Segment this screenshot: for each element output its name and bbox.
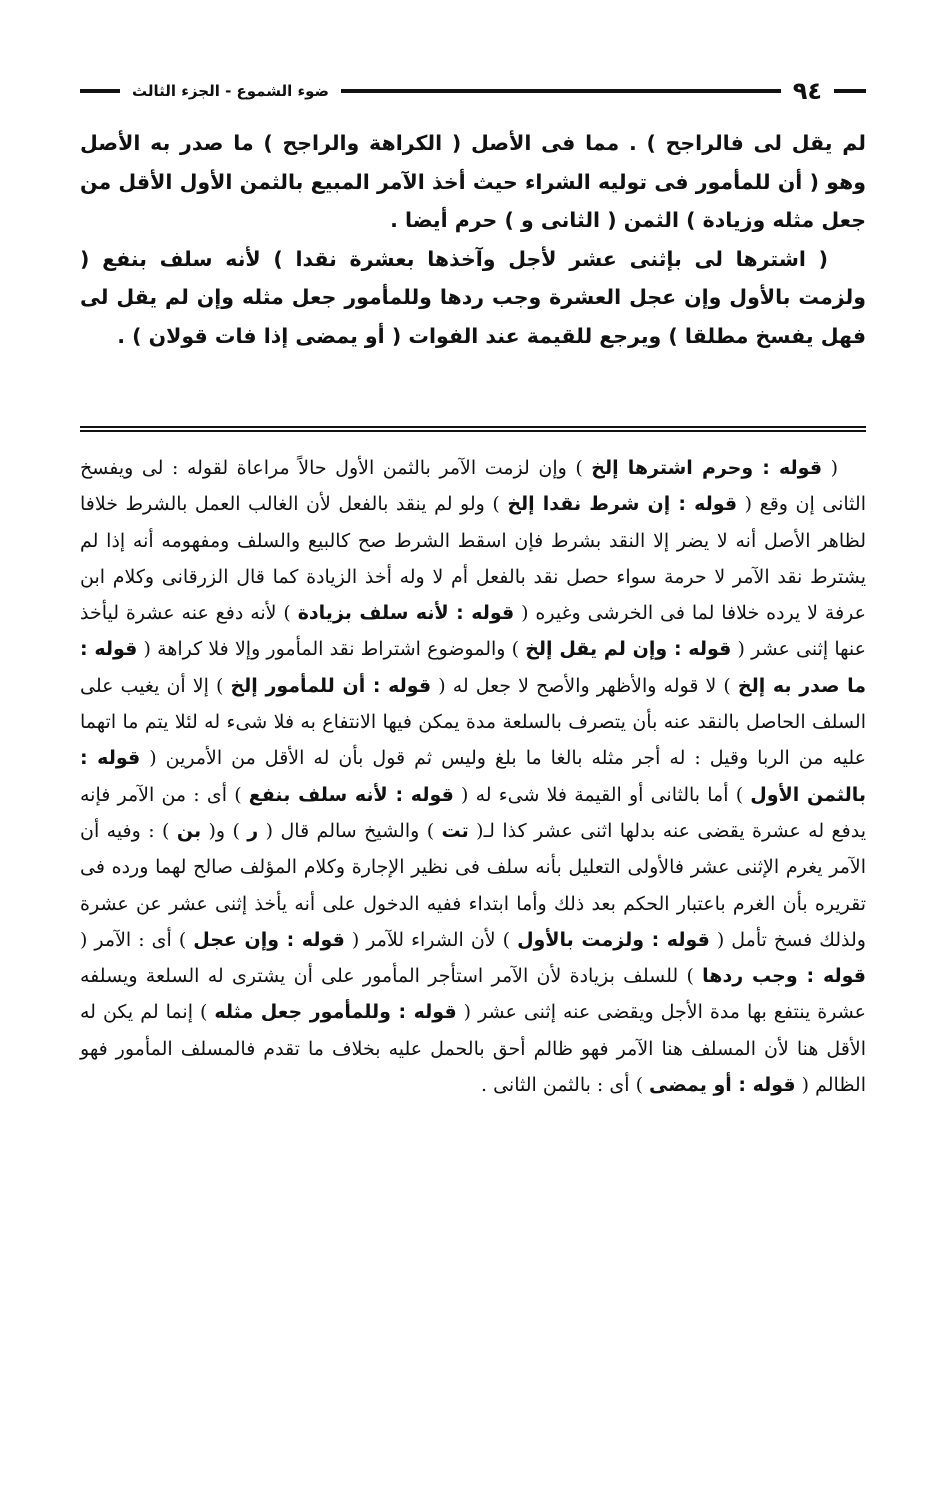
commentary-lemma: قوله : بالثمن الأول (80, 747, 866, 806)
commentary-run: ) لأنه دفع عنه عشرة ليأخذ عنها إثنى عشر ( (80, 602, 866, 661)
commentary-paragraph (80, 450, 866, 1103)
header-dash (834, 89, 866, 93)
commentary-lemma: قوله : أو يمضى (649, 1074, 796, 1097)
commentary-run: ) أى : من الآمر فإنه يدفع له عشرة يقضى عنه بدلها اثنى عشر كذا لـ( (80, 783, 866, 842)
commentary-run: ) لا قوله والأظهر والأصح لا جعل له ( (431, 674, 738, 697)
commentary-lemma: قوله : وحرم اشترها إلخ (591, 457, 823, 479)
commentary-text (80, 450, 866, 1103)
commentary-run: ) : وفيه أن الآمر يغرم الإثنى عشر فالأولى التعليل بأنه سلف فى نظير الإجارة وكلام المؤلف صالح لهما ورده فى تقريره بأن الغرم باعتبار الحكم بعد ذلك وأما ابتداء ففيه الدخول على أنه يأخذ إثنى عشر عن عشرة ولذلك فسخ تأمل ( (80, 819, 866, 951)
commentary-run: ) أى : الآمر ( (80, 928, 194, 951)
commentary-run: ) وإن لزمت الآمر بالثمن الأول حالاً مراعاة لقوله : لى ويفسخ الثانى إن وقع ( (80, 457, 866, 516)
commentary-run: ( (822, 457, 839, 479)
main-text-paragraph: ( اشترها لى بإثنى عشر لأجل وآخذها بعشرة نقدا ) لأنه سلف بنفع ( ولزمت بالأول وإن عجل العشرة وجب ردها وللمأمور جعل مثله وإن لم يقل لى فهل يفسخ مطلقا ) ويرجع للقيمة عند الفوات ( أو يمضى إذا فات قولان ) . (80, 246, 866, 348)
book-title: ضوء الشموع - الجزء الثالث (132, 82, 330, 100)
commentary-run: ) إنما لم يكن له الأقل هنا لأن المسلف هنا الآمر فهو ظالم أحق بالحمل عليه بخلاف ما تقدم فالمسلف المأمور فهو الظالم ( (80, 1001, 866, 1097)
commentary-lemma: قوله : أن للمأمور إلخ (230, 674, 432, 697)
page-number: ٩٤ (792, 77, 822, 105)
commentary-lemma: قوله : لأنه سلف بنفع (248, 783, 454, 806)
commentary-lemma: قوله : وجب ردها (702, 965, 866, 988)
commentary-lemma: ر (247, 819, 259, 842)
commentary-run: ) والشيخ سالم قال ( (258, 819, 442, 842)
commentary-lemma: قوله : لأنه سلف بزيادة (297, 602, 515, 625)
commentary-lemma: قوله : وإن لم يقل إلخ (525, 638, 732, 661)
running-header (80, 74, 866, 108)
commentary-lemma: قوله : إن شرط نقدا إلخ (507, 493, 738, 516)
commentary-lemma: قوله : وللمأمور جعل مثله (214, 1001, 457, 1024)
main-text (80, 124, 866, 356)
commentary-lemma: قوله : ولزمت بالأول (517, 928, 710, 951)
commentary-lemma: بن (176, 819, 202, 842)
commentary-run: ) للسلف بزيادة لأن الآمر استأجر المأمور على أن يشترى له السلعة ويسلفه عشرة ينتفع بها مدة الأجل ويقضى عنه إثنى عشر ( (80, 965, 866, 1024)
commentary-lemma: قوله : وإن عجل (193, 928, 345, 951)
commentary-lemma: تت (441, 819, 469, 842)
header-dash (80, 89, 120, 93)
separator-rule (80, 426, 866, 432)
main-text-paragraph: لم يقل لى فالراجح ) . مما فى الأصل ( الكراهة والراجح ) ما صدر به الأصل وهو ( أن للمأمور فى توليه الشراء حيث أخذ الآمر المبيع بالثمن الأول الأقل من جعل مثله وزيادة ) الثمن ( الثانى و ) حرم أيضا . (80, 131, 866, 233)
commentary-run: ) و( (201, 819, 248, 842)
commentary-run: ) أى : بالثمن الثانى . (481, 1074, 650, 1097)
commentary-run: ) أما بالثانى أو القيمة فلا شىء له ( (453, 783, 751, 806)
commentary-run: ) إلا أن يغيب على السلف الحاصل بالنقد عنه بأن يتصرف بالسلعة مدة يمكن فيها الانتفاع به فلا شىء له لئلا يتم ما اتهما عليه من الربا وقيل : له أجر مثله بالغا ما بلغ وليس ثم قول بأن له الأقل من الأمرين ( (80, 674, 866, 770)
commentary-lemma: قوله : ما صدر به إلخ (80, 638, 867, 697)
header-rule (341, 89, 781, 93)
commentary-run: ) والموضوع اشتراط نقد المأمور وإلا فلا كراهة ( (137, 638, 526, 661)
commentary-run: ) لأن الشراء للآمر ( (344, 928, 518, 951)
commentary-run: ) ولو لم ينقد بالفعل لأن الغالب العمل بالشرط خلافا لظاهر الأصل أنه لا يضر إلا النقد بشرط فإن اسقط الشرط صح كالبيع والسلف ومفهومه أنه إذا لم يشترط نقد الآمر لا حرمة سواء حصل نقد بالفعل أم لا وله أخذ الزيادة كما قال الزرقانى وكلام ابن عرفة لا يرده خلافا لما فى الخرشى وغيره ( (80, 493, 866, 625)
